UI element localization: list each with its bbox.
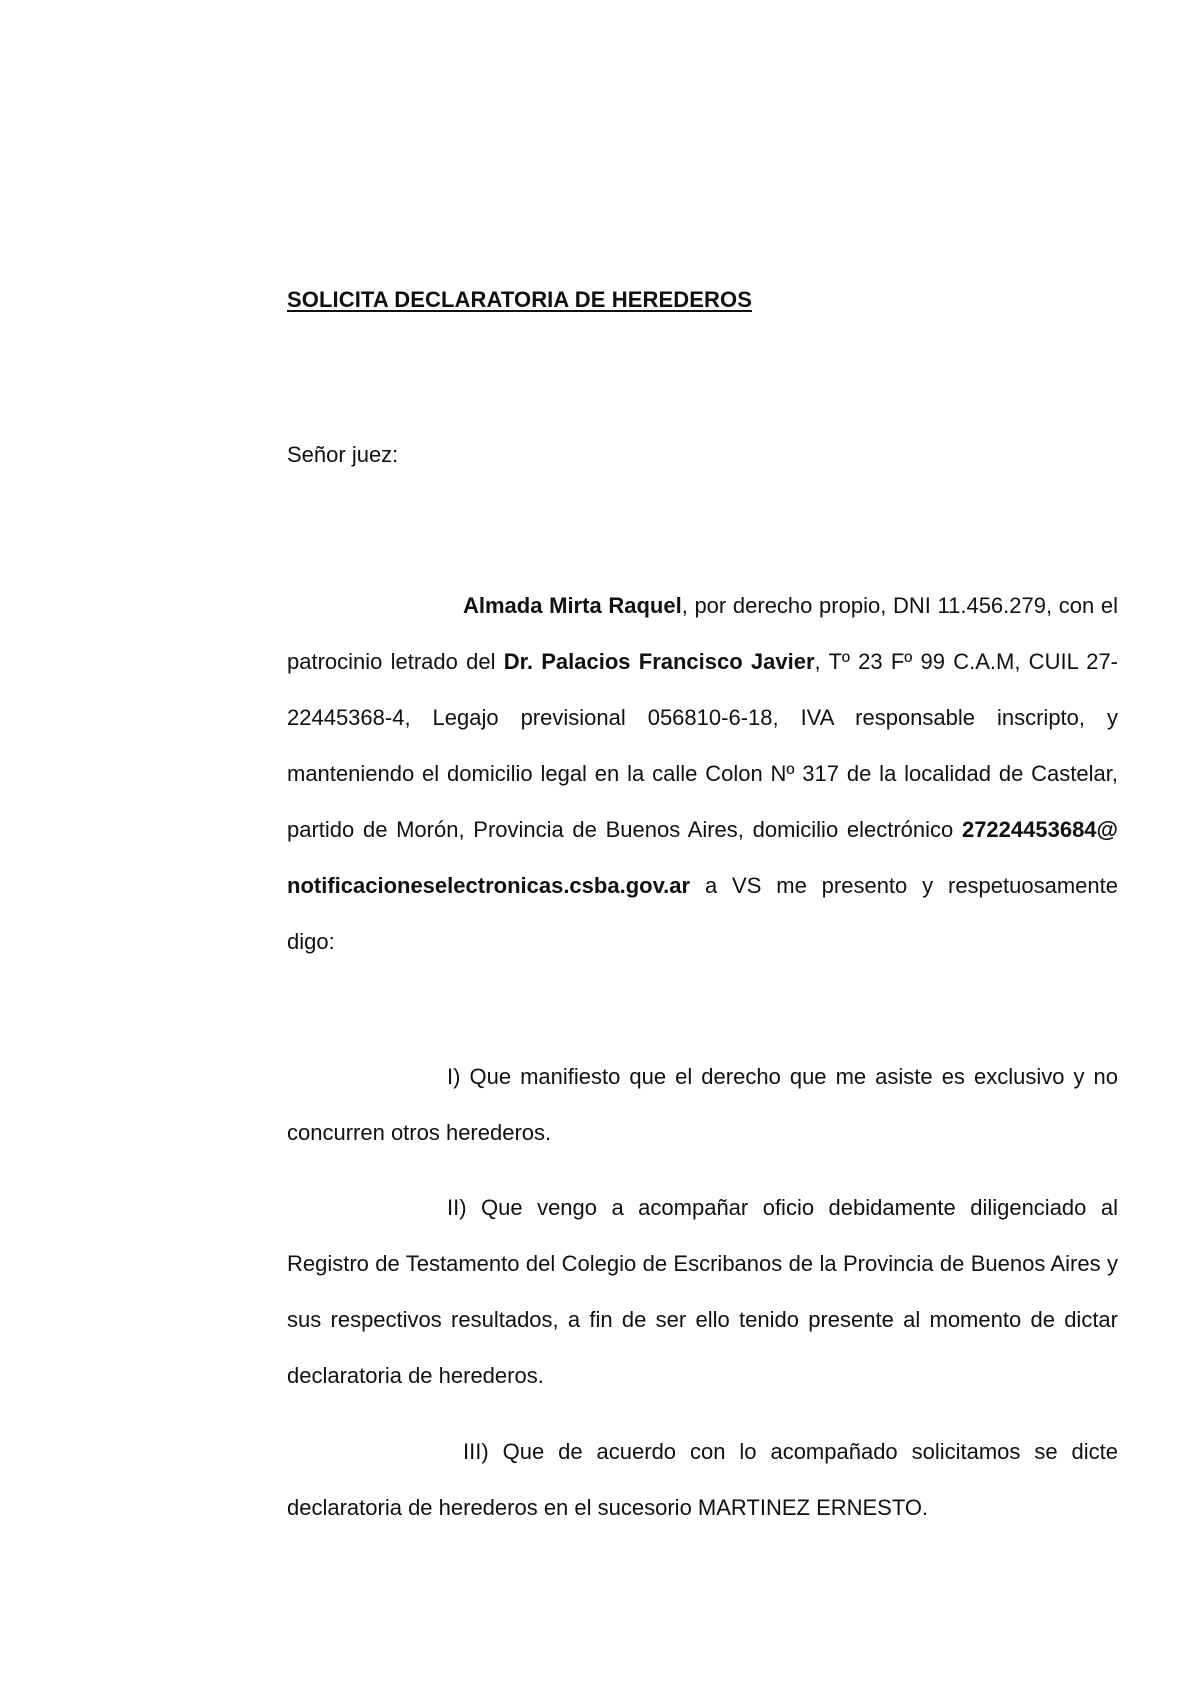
- electronic-address-user: 27224453684@: [961, 817, 1118, 842]
- lawyer-name: Dr. Palacios Francisco Javier: [503, 649, 815, 674]
- document-title: SOLICITA DECLARATORIA DE HEREDEROS: [287, 287, 753, 312]
- petitioner-name: Almada Mirta Raquel: [463, 593, 682, 618]
- point-three-paragraph: III) Que de acuerdo con lo acompañado solicitamos se dicte declaratoria de herederos en el sucesorio MARTINEZ ERNESTO.: [287, 1439, 1118, 1520]
- electronic-address-domain: notificacioneselectronicas.csba.gov.ar: [287, 873, 691, 898]
- intro-text-1: , por derecho propio, DNI 11.456.279, con el patrocinio letrado del: [287, 593, 1118, 674]
- point-two-paragraph: II) Que vengo a acompañar oficio debidamente diligenciado al Registro de Testamento del Colegio de Escribanos de la Provincia de Buenos Aires y sus respectivos resultados, a fin de ser ello tenido presente al momento de dictar declaratoria de herederos.: [287, 1195, 1118, 1388]
- salutation: Señor juez:: [287, 442, 399, 467]
- intro-text-3: a VS me presento y respetuosamente digo:: [287, 873, 1118, 954]
- intro-text-2: , Tº 23 Fº 99 C.A.M, CUIL 27-22445368-4, Legajo previsional 056810-6-18, IVA responsable inscripto, y manteniendo el domicilio legal en la calle Colon Nº 317 de la localidad de Castelar, partido de Morón, Provincia de Buenos Aires, domicilio electrónico: [287, 649, 1119, 842]
- point-one-paragraph: I) Que manifiesto que el derecho que me asiste es exclusivo y no concurren otros herederos.: [287, 1064, 1118, 1145]
- intro-paragraph: [287, 578, 1118, 970]
